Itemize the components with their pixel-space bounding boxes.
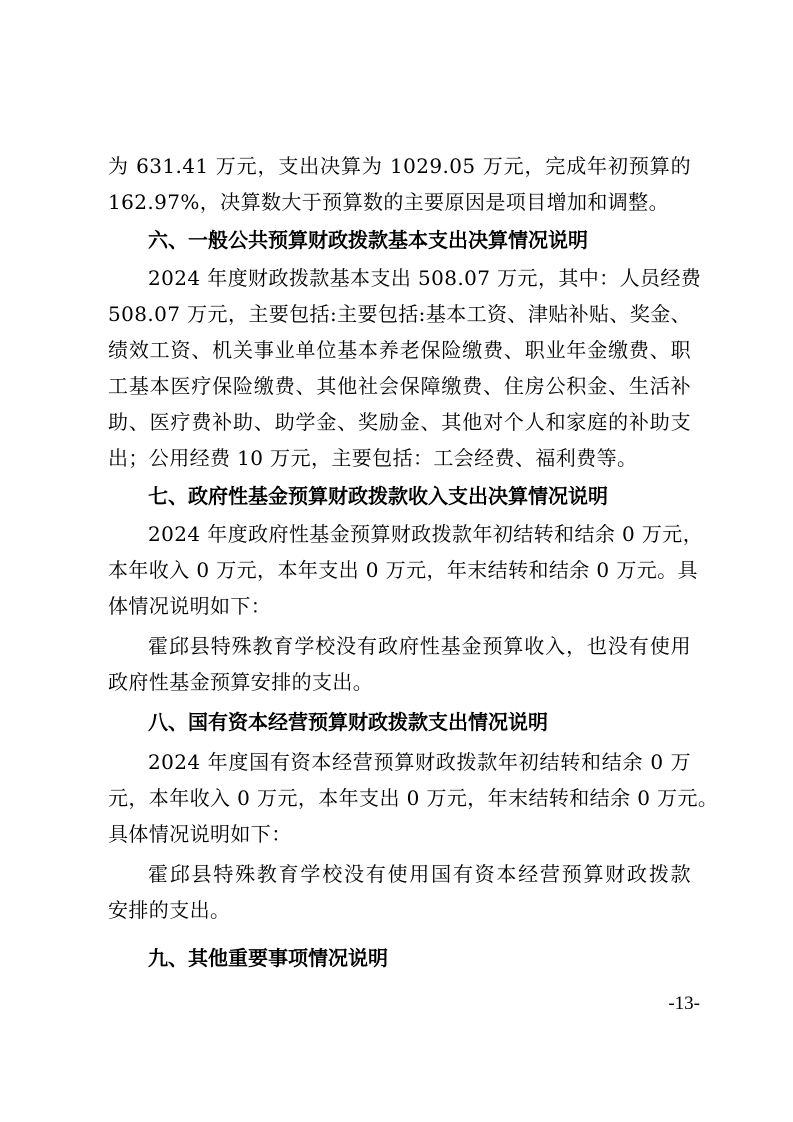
paragraph-line: 162.97%，决算数大于预算数的主要原因是项目增加和调整。 bbox=[108, 190, 669, 214]
paragraph-line: 安排的支出。 bbox=[108, 898, 231, 922]
paragraph-line: 助、医疗费补助、助学金、奖励金、其他对个人和家庭的补助支 bbox=[108, 410, 691, 434]
paragraph-line: 2024 年度财政拨款基本支出 508.07 万元，其中：人员经费 bbox=[148, 266, 702, 290]
paragraph-line: 工基本医疗保险缴费、其他社会保障缴费、住房公积金、生活补 bbox=[108, 374, 691, 398]
section-heading-7: 七、政府性基金预算财政拨款收入支出决算情况说明 bbox=[148, 484, 608, 508]
paragraph-line: 为 631.41 万元，支出决算为 1029.05 万元，完成年初预算的 bbox=[108, 154, 691, 178]
paragraph-line: 2024 年度国有资本经营预算财政拨款年初结转和结余 0 万 bbox=[148, 750, 691, 774]
paragraph-line: 出；公用经费 10 万元，主要包括：工会经费、福利费等。 bbox=[108, 446, 638, 470]
paragraph-line: 体情况说明如下： bbox=[108, 594, 272, 618]
section-heading-9: 九、其他重要事项情况说明 bbox=[148, 946, 388, 970]
section-heading-8: 八、国有资本经营预算财政拨款支出情况说明 bbox=[148, 710, 548, 734]
paragraph-line: 508.07 万元，主要包括:主要包括:基本工资、津贴补贴、奖金、 bbox=[108, 302, 692, 326]
paragraph-line: 霍邱县特殊教育学校没有使用国有资本经营预算财政拨款 bbox=[148, 862, 691, 886]
paragraph-line: 政府性基金预算安排的支出。 bbox=[108, 670, 374, 694]
paragraph-line: 元，本年收入 0 万元，本年支出 0 万元，年末结转和结余 0 万元。 bbox=[108, 786, 719, 810]
paragraph-line: 具体情况说明如下： bbox=[108, 822, 292, 846]
paragraph-line: 霍邱县特殊教育学校没有政府性基金预算收入，也没有使用 bbox=[148, 634, 691, 658]
paragraph-line: 绩效工资、机关事业单位基本养老保险缴费、职业年金缴费、职 bbox=[108, 338, 691, 362]
paragraph-line: 本年收入 0 万元，本年支出 0 万元，年末结转和结余 0 万元。具 bbox=[108, 558, 698, 582]
section-heading-6: 六、一般公共预算财政拨款基本支出决算情况说明 bbox=[148, 228, 588, 252]
paragraph-line: 2024 年度政府性基金预算财政拨款年初结转和结余 0 万元， bbox=[148, 522, 704, 546]
page-number: -13- bbox=[668, 993, 700, 1014]
